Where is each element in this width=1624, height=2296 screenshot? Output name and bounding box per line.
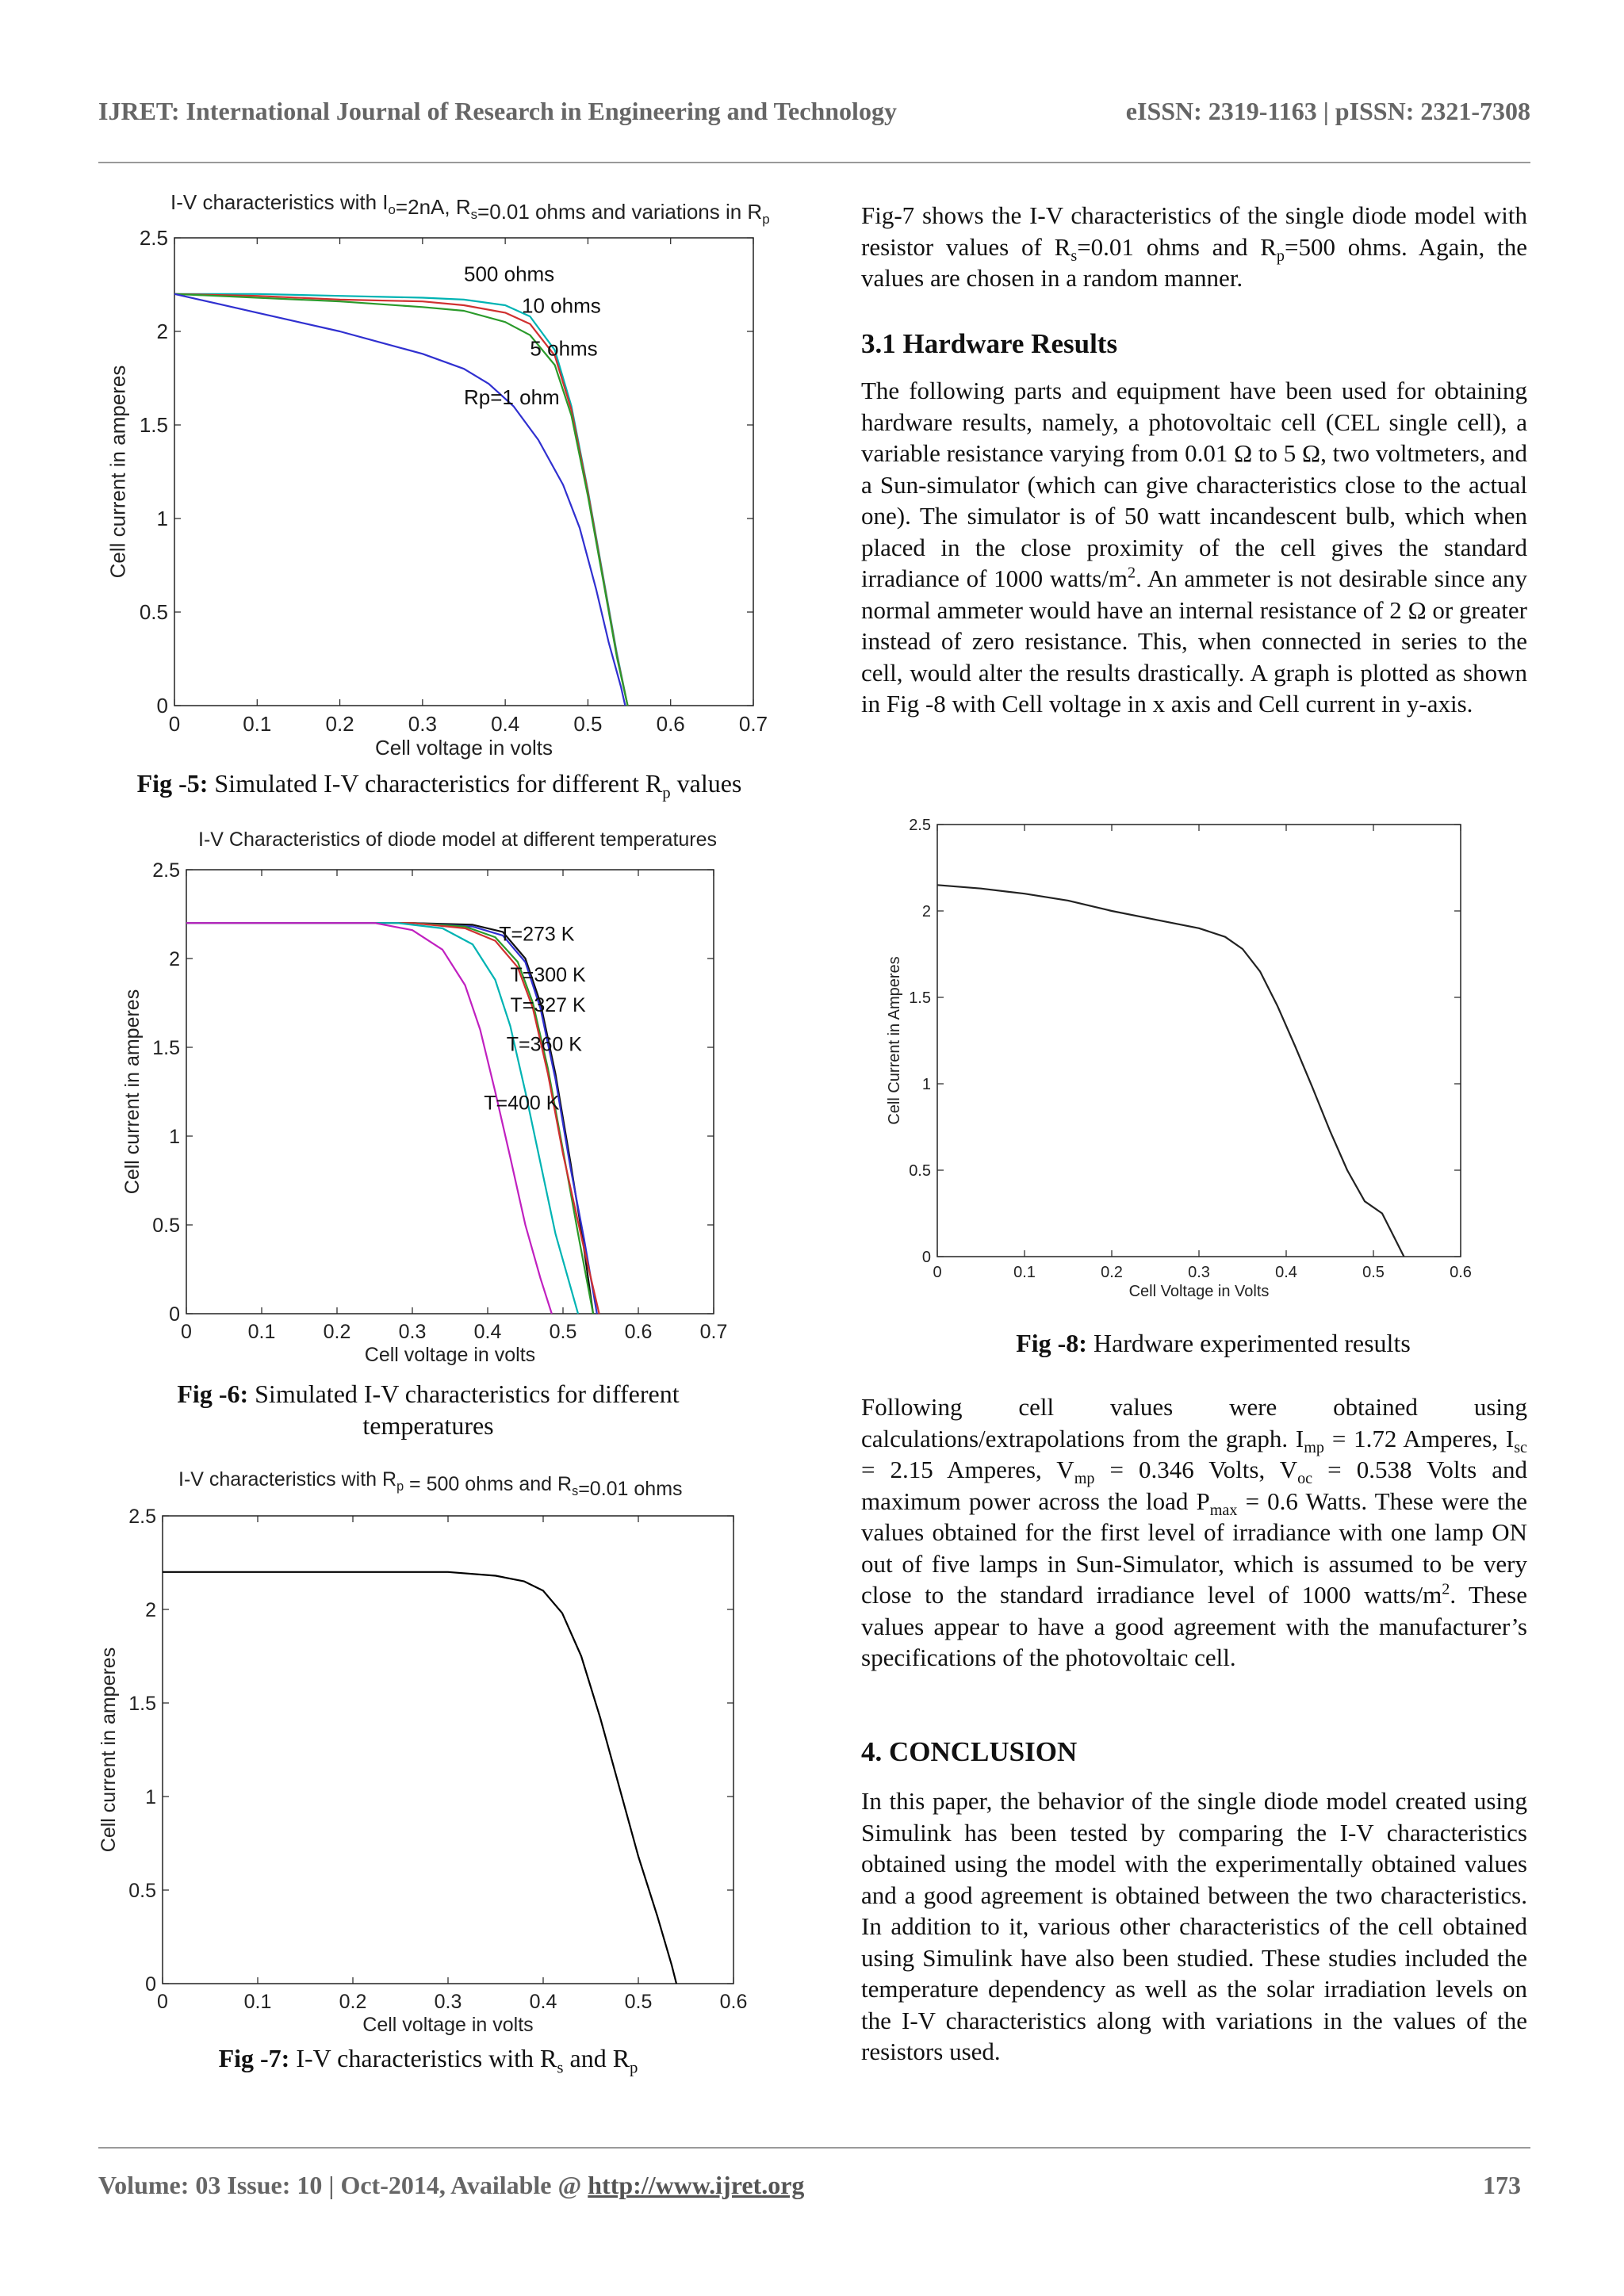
para-hardware [861,375,1527,720]
fig6-caption-label: Fig -6: [177,1380,249,1408]
fig5-ylabel: Cell current in amperes [105,365,130,579]
fig7-ylabel: Cell current in amperes [98,1647,120,1853]
p1-t2: =0.01 ohms and R [1077,232,1277,261]
fig5-xtick-label: 0.3 [408,712,437,736]
p1-s2: p [1276,247,1285,265]
fig7-ytick-label: 0 [145,1973,156,1996]
fig5-plot-area [174,238,753,706]
footer-rule [98,2147,1530,2149]
page-header [98,97,1530,130]
fig8-ytick-label: 2 [921,903,931,920]
fig8-plot-area [937,825,1461,1257]
fig5-ytick-label: 0.5 [139,600,168,625]
fig7-ytick-label: 2.5 [128,1505,156,1528]
para-cell-values [861,1391,1527,1674]
fig5-xtick-label: 0.6 [656,712,685,736]
fig8-chart [882,813,1500,1328]
fig7-xtick-label: 0.2 [339,1991,367,2013]
p3-s5: max [1209,1501,1238,1519]
footer-url-link[interactable]: http://www.ijret.org [588,2171,805,2199]
p3-t1: Following cell values were obtained using calculations/extrapolations from the graph. I [861,1393,1527,1452]
fig7-xtick-label: 0.4 [529,1991,557,2013]
fig8-ytick-label: 0 [921,1249,931,1266]
fig5-annotation-1: 10 ohms [522,293,601,318]
fig7-xlabel: Cell voltage in volts [362,2014,534,2036]
fig7-caption-sub2: p [630,2058,638,2077]
p2-sup: 2 [1128,564,1136,582]
fig5-title: I-V characteristics with $I_o=2nA$, $R_s=0.01$ ohms and variations in $R_p$ [170,190,770,227]
p1-t3: =500 ohms. Again, the values are chosen in a random manner. [861,232,1527,292]
para-fig7-description [861,200,1527,294]
header-rule [98,162,1530,163]
fig6-annotation-3: T=360 K [506,1033,582,1056]
fig6-ytick-label: 2.5 [152,859,180,882]
fig5-ytick-label: 2.5 [139,226,168,251]
fig6-title: I-V Characteristics of diode model at different temperatures [198,828,718,851]
fig8-xtick-label: 0.4 [1275,1264,1297,1281]
p1-s1: s [1071,247,1078,265]
section-heading-31 [861,327,1527,362]
fig5-xtick-label: 0.5 [573,712,603,736]
fig7-caption-sub1: s [557,2058,564,2077]
fig7-xtick-label: 0.1 [243,1991,272,2013]
fig8-xtick-label: 0.3 [1188,1264,1210,1281]
fig6-xtick-label: 0.6 [624,1321,653,1343]
fig5-xlabel: Cell voltage in volts [375,736,553,760]
fig8-xtick-label: 0 [933,1264,942,1281]
fig6-annotation-1: T=300 K [510,964,586,987]
journal-name: IJRET: International Journal of Research in Engineering and Technology [98,97,897,125]
fig8-xlabel: Cell Voltage in Volts [1128,1283,1270,1300]
fig8-xtick-label: 0.5 [1362,1264,1385,1281]
fig7-chart [95,1468,769,2043]
p3-t2: = 1.72 Amperes, I [1324,1424,1515,1452]
heading-hardware-results: 3.1 Hardware Results [861,328,1118,359]
fig7-xtick-label: 0.3 [434,1991,462,2013]
p3-t7: . These values appear to have a good agreement with the manufacturer’s specifications of the photovoltaic cell. [861,1581,1527,1671]
fig6-xtick-label: 0.5 [549,1321,577,1343]
p2-t1: The following parts and equipment have been used for obtaining hardware results, namely, a photovoltaic cell (CEL single cell), a variable resistance varying from 0.01 Ω to 5 Ω, two voltmeters, and a Sun-simulator (which can give characteristics close to the actual one). The simulator is of 50 watt incandescent bulb, which when placed in the close proximity of the cell gives the standard irradiance of 1000 watts/m [861,377,1527,592]
fig6-ytick-label: 0 [169,1303,180,1326]
fig5-caption-label: Fig -5: [136,769,209,798]
fig8-xtick-label: 0.1 [1013,1264,1036,1281]
fig8-xtick-label: 0.6 [1450,1264,1472,1281]
fig5-xtick-label: 0.1 [243,712,272,736]
fig6-ytick-label: 1 [169,1125,180,1148]
fig8-ytick-label: 0.5 [909,1162,931,1180]
fig5-ytick-label: 1 [156,507,168,531]
fig5-caption-text: Simulated I-V characteristics for different R [208,769,663,798]
fig6-chart [119,828,745,1376]
fig8-caption [920,1327,1507,1359]
fig6-xtick-label: 0.1 [247,1321,276,1343]
fig7-xtick-label: 0 [157,1991,168,2013]
fig7-plot-area [163,1516,733,1984]
fig6-annotation-2: T=327 K [510,994,586,1017]
fig5-caption [98,767,780,802]
fig5-xtick-label: 0.2 [325,712,354,736]
fig6-xtick-label: 0.3 [398,1321,427,1343]
fig6-xtick-label: 0 [181,1321,192,1343]
para-conclusion [861,1785,1527,2068]
fig5-annotation-0: 500 ohms [464,262,555,286]
fig6-plot-area [186,870,714,1314]
fig8-ytick-label: 2.5 [909,817,931,834]
conclusion-text: In this paper, the behavior of the single diode model created using Simulink has been tested by comparing the I-V characteristics obtained using the model with the experimentally obtained values and a good agreement is obtained between the two characteristics. In addition to it, various other characteristics of the cell obtained using Simulink have also been studied. These studies included the temperature dependency as well as the solar irradiation levels on the I-V characteristics along with variations in the values of the resistors used. [861,1787,1527,2065]
fig8-caption-label: Fig -8: [1016,1329,1087,1357]
fig7-caption-text: I-V characteristics with R [289,2044,557,2072]
p3-sup: 2 [1442,1580,1450,1598]
fig6-caption-text: Simulated I-V characteristics for different temperatures [248,1380,680,1440]
fig5-xtick-label: 0.7 [738,712,768,736]
fig8-svg [882,813,1500,1328]
p3-t4: = 0.346 Volts, V [1094,1456,1298,1483]
fig7-ytick-label: 0.5 [128,1879,156,1902]
fig7-svg [95,1468,769,2043]
fig6-ytick-label: 2 [169,947,180,970]
footer-volume-text: Volume: 03 Issue: 10 | Oct-2014, Available @ [98,2171,588,2199]
fig5-caption-sub: p [662,783,671,802]
p3-s3: mp [1074,1470,1095,1488]
fig6-ylabel: Cell current in amperes [121,989,144,1195]
p1-t1: Fig-7 shows the I-V characteristics of the single diode model with resistor values of R [861,201,1527,261]
fig5-chart [95,190,793,765]
fig5-ytick-label: 2 [156,320,168,344]
fig8-ylabel: Cell Current in Amperes [886,956,903,1125]
heading-conclusion: 4. CONCLUSION [861,1736,1078,1767]
page-footer [98,2171,1530,2206]
fig6-caption [151,1378,706,1441]
p3-t5: = 0.538 Volts and maximum power across the load P [861,1456,1527,1515]
fig5-caption-tail: values [670,769,742,798]
fig6-xlabel: Cell voltage in volts [364,1344,536,1366]
section-heading-4 [861,1735,1527,1770]
fig6-xtick-label: 0.4 [473,1321,502,1343]
fig5-xtick-label: 0 [168,712,181,736]
fig5-ytick-label: 1.5 [139,413,168,438]
fig6-annotation-4: T=400 K [484,1092,560,1115]
p3-s1: mp [1304,1438,1325,1456]
fig5-annotation-3: Rp=1 ohm [464,385,560,410]
page-number: 173 [1483,2171,1521,2199]
p3-s2: sc [1514,1438,1527,1456]
fig5-xtick-label: 0.4 [491,712,520,736]
fig5-ytick-label: 0 [156,694,168,718]
fig5-annotation-2: 5 ohms [530,336,598,361]
fig6-ytick-label: 1.5 [152,1036,180,1059]
fig6-xtick-label: 0.2 [323,1321,351,1343]
fig6-xtick-label: 0.7 [699,1321,728,1343]
p3-s4: oc [1297,1470,1313,1488]
fig6-annotation-0: T=273 K [499,923,575,946]
fig7-title: I-V characteristics with $R_p = 500$ ohms and $R_s=0.01$ ohms [178,1468,683,1500]
p3-t3: = 2.15 Amperes, V [861,1456,1074,1483]
fig7-xtick-label: 0.6 [719,1991,748,2013]
fig8-caption-text: Hardware experimented results [1086,1329,1411,1357]
fig8-ytick-label: 1 [921,1076,931,1093]
fig5-svg [95,190,793,765]
fig7-caption-label: Fig -7: [218,2044,290,2072]
fig7-ytick-label: 1 [145,1785,156,1808]
fig6-svg [119,828,745,1376]
fig7-caption [159,2042,698,2077]
footer-volume [98,2171,804,2200]
p3-t6: = 0.6 Watts. These were the values obtained for the first level of irradiance with one lamp ON out of five lamps in Sun-Simulator, which is assumed to be very close to the standard irradiance level of 1000 watts/m [861,1487,1528,1609]
fig7-ytick-label: 2 [145,1598,156,1621]
fig8-ytick-label: 1.5 [909,989,931,1007]
journal-issn: eISSN: 2319-1163 | pISSN: 2321-7308 [1125,97,1530,125]
fig7-ytick-label: 1.5 [128,1692,156,1715]
p2-t2: . An ammeter is not desirable since any normal ammeter would have an internal resistance of 2 Ω or greater instead of zero resistance. This, when connected in series to the cell, would alter the results drastically. A graph is plotted as shown in Fig -8 with Cell voltage in x axis and Cell current in y-axis. [861,564,1527,718]
fig7-caption-mid: and R [563,2044,630,2072]
fig8-xtick-label: 0.2 [1101,1264,1123,1281]
fig6-ytick-label: 0.5 [152,1214,180,1237]
fig7-xtick-label: 0.5 [624,1991,653,2013]
